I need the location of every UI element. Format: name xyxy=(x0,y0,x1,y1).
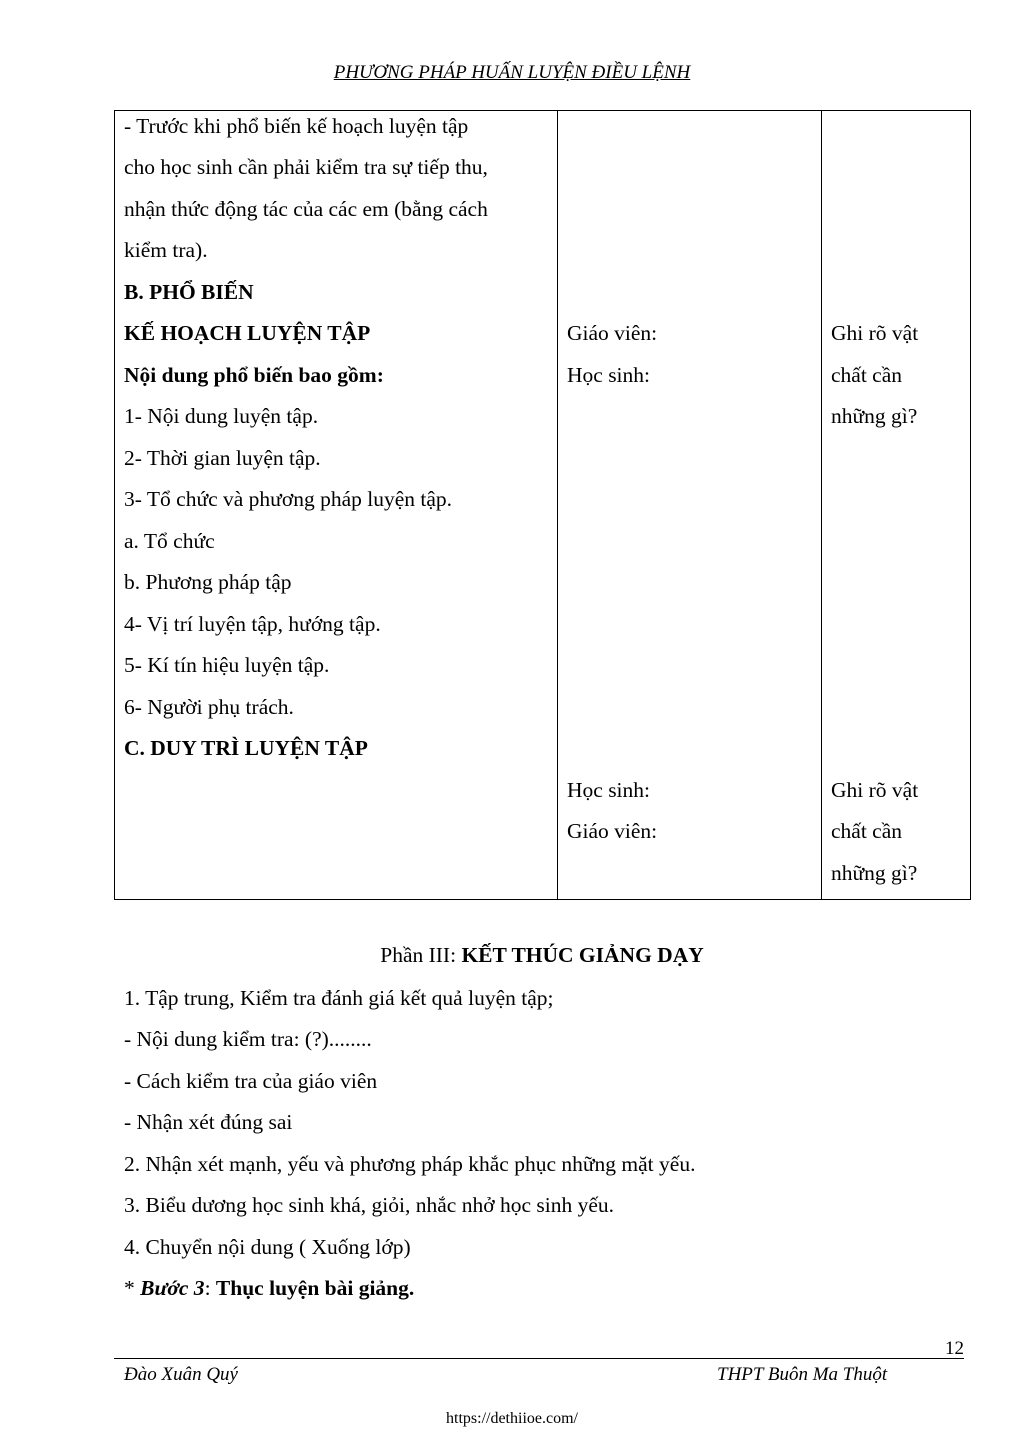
part3-line: 4. Chuyển nội dung ( Xuống lớp) xyxy=(124,1235,411,1259)
content-line: kiểm tra). xyxy=(124,238,208,262)
part3-heading: Phần III: KẾT THÚC GIẢNG DẠY xyxy=(380,943,704,967)
page-number: 12 xyxy=(945,1338,964,1359)
footer-rule xyxy=(114,1358,964,1359)
lesson-table xyxy=(114,110,971,900)
part3-line: 3. Biểu dương học sinh khá, giỏi, nhắc nhở học sinh yếu. xyxy=(124,1193,615,1217)
footer-school: THPT Buôn Ma Thuột xyxy=(717,1364,888,1385)
content-line: 3- Tổ chức và phương pháp luyện tập. xyxy=(124,487,453,511)
content-line: nhận thức động tác của các em (bằng cách xyxy=(124,197,488,221)
part3-line: - Nhận xét đúng sai xyxy=(124,1110,293,1134)
section-heading-c: C. DUY TRÌ LUYỆN TẬP xyxy=(124,736,368,760)
content-line: 1- Nội dung luyện tập. xyxy=(124,404,319,428)
part3-line: - Cách kiểm tra của giáo viên xyxy=(124,1069,378,1093)
role-label: Giáo viên: xyxy=(567,819,658,843)
part3-line: - Nội dung kiểm tra: (?)........ xyxy=(124,1027,372,1051)
step-line: * Bước 3: Thục luyện bài giảng. xyxy=(124,1276,415,1300)
content-line: - Trước khi phổ biến kế hoạch luyện tập xyxy=(124,114,469,138)
note-line: những gì? xyxy=(831,404,918,428)
content-line: 6- Người phụ trách. xyxy=(124,695,294,719)
content-line: 2- Thời gian luyện tập. xyxy=(124,446,321,470)
content-line: a. Tổ chức xyxy=(124,529,215,553)
part3-line: 2. Nhận xét mạnh, yếu và phương pháp khắc phục những mặt yếu. xyxy=(124,1152,696,1176)
section-heading-plan: KẾ HOẠCH LUYỆN TẬP xyxy=(124,321,371,345)
footer-author: Đào Xuân Quý xyxy=(124,1364,238,1385)
content-line: 5- Kí tín hiệu luyện tập. xyxy=(124,653,330,677)
note-line: chất cần xyxy=(831,363,903,387)
note-line: chất cần xyxy=(831,819,903,843)
note-line: Ghi rõ vật xyxy=(831,321,919,345)
role-label: Học sinh: xyxy=(567,778,651,802)
role-label: Giáo viên: xyxy=(567,321,658,345)
part3-line: 1. Tập trung, Kiểm tra đánh giá kết quả luyện tập; xyxy=(124,986,554,1010)
role-column xyxy=(558,111,822,900)
source-url-link[interactable]: https://dethiioe.com/ xyxy=(446,1410,578,1427)
content-line: cho học sinh cần phải kiểm tra sự tiếp thu, xyxy=(124,155,488,179)
content-line: b. Phương pháp tập xyxy=(124,570,292,594)
content-subheading: Nội dung phổ biến bao gồm: xyxy=(124,363,384,387)
note-line: Ghi rõ vật xyxy=(831,778,919,802)
note-line: những gì? xyxy=(831,861,918,885)
page-header: PHƯƠNG PHÁP HUẤN LUYỆN ĐIỀU LỆNH xyxy=(333,62,691,83)
note-column xyxy=(822,111,971,900)
content-line: 4- Vị trí luyện tập, hướng tập. xyxy=(124,612,381,636)
content-column xyxy=(115,111,558,900)
role-label: Học sinh: xyxy=(567,363,651,387)
section-heading-b: B. PHỔ BIẾN xyxy=(124,280,254,304)
